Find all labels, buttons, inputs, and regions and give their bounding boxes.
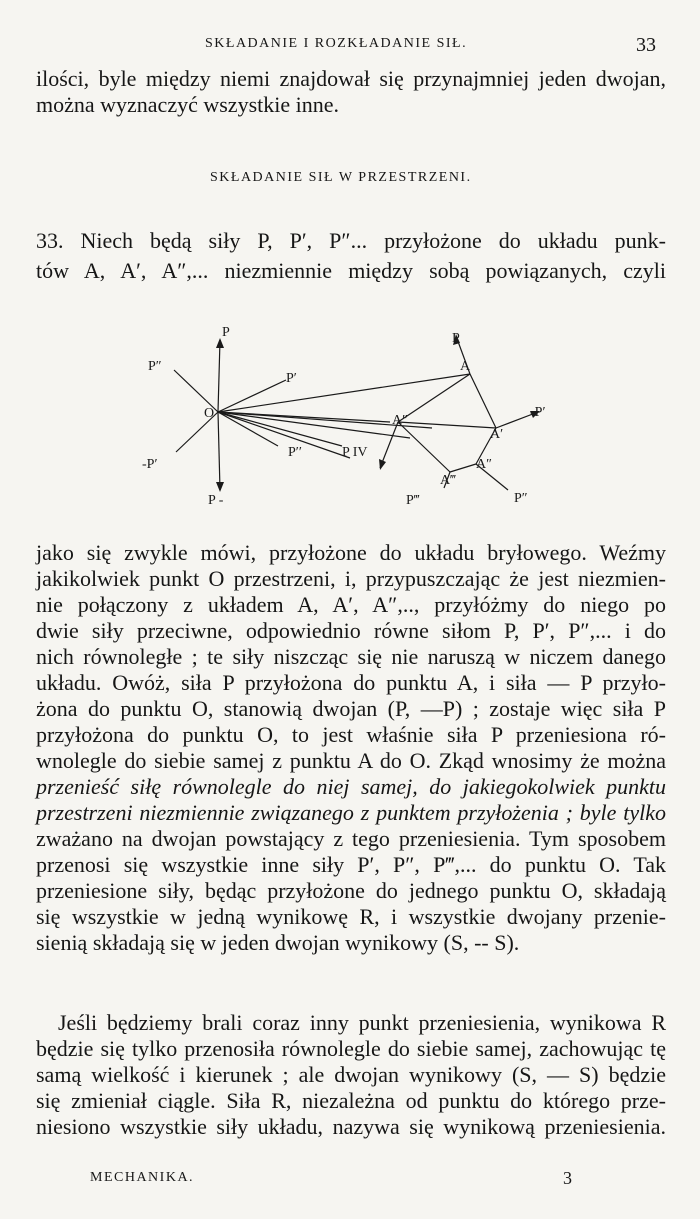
text-line: się zmieniał ciągle. Siła R, niezależna od punktu do którego prze-	[36, 1088, 666, 1113]
figure-label: P -	[208, 493, 224, 508]
page-number: 33	[636, 34, 656, 56]
footer-signature: MECHANIKA.	[90, 1170, 195, 1185]
section-heading: SKŁADANIE SIŁ W PRZESTRZENI.	[210, 170, 472, 185]
text-line: samą wielkość i kierunek ; ale dwojan wynikowy (S, — S) będzie	[36, 1062, 666, 1087]
text-line: się wszystkie w jedną wynikowę R, i wszystkie dwojany przenie-	[36, 904, 666, 929]
running-head: SKŁADANIE I ROZKŁADANIE SIŁ.	[205, 36, 468, 51]
text-line: żona do punktu O, stanowią dwojan (P, —P) ; zostaje więc siła P	[36, 696, 666, 721]
text-line: jakikolwiek punkt O przestrzeni, i, przypuszczając że jest niezmien-	[36, 566, 666, 591]
footer-sheet-number: 3	[563, 1168, 572, 1188]
figure-label: P	[452, 331, 460, 346]
figure-label: A′	[490, 427, 504, 442]
text-line: niesiono wszystkie siły układu, nazywa się wynikową przeniesienia.	[36, 1114, 666, 1139]
text-line: ilości, byle między niemi znajdował się przynajmniej jeden dwojan,	[36, 66, 666, 91]
text-line: nie połączony z układem A, A′, A″,.., przyłóżmy do niego po	[36, 592, 666, 617]
force-diagram	[110, 318, 640, 516]
figure-label: P″	[148, 359, 162, 374]
text-line: dwie siły przeciwne, odpowiednio równe siłom P, P′, P″,... i do	[36, 618, 666, 643]
paragraph-4	[36, 1010, 666, 1140]
text-line: przenieść siłę równolegle do niej samej, do jakiegokolwiek punktu	[36, 774, 666, 799]
figure-label: A″	[476, 457, 492, 472]
text-line: sienią składają się w jeden dwojan wynikowy (S, -- S).	[36, 930, 520, 955]
figure-label: P″	[514, 491, 528, 506]
figure-label: -P′	[142, 457, 158, 472]
text-line: wnolegle do siebie samej z punktu A do O. Zkąd wnosimy że można	[36, 748, 666, 773]
paragraph-1	[36, 66, 666, 118]
paragraph-2	[36, 228, 666, 284]
text-line: przestrzeni niezmiennie związanego z punktem przyłożenia ; byle tylko	[36, 800, 666, 825]
text-line: jako się zwykle mówi, przyłożone do układu bryłowego. Weźmy	[36, 540, 666, 565]
text-line: przenosi się wszystkie inne siły P′, P″, P‴,... do punktu O. Tak	[36, 852, 666, 877]
paragraph-3	[36, 540, 666, 956]
text-line: układu. Owóż, siła P przyłożona do punktu A, i siła — P przyło-	[36, 670, 666, 695]
figure-label: P	[222, 325, 230, 340]
page-header	[0, 28, 700, 58]
text-line: tów A, A′, A″,... niezmiennie między sobą powiązanych, czyli	[36, 258, 666, 283]
figure-label: P′′	[288, 445, 302, 460]
figure-label: O	[204, 406, 215, 421]
text-line: przeniesione siły, będąc przyłożone do jednego punktu O, składają	[36, 878, 666, 903]
figure-label: P IV	[342, 445, 368, 460]
text-line: 33. Niech będą siły P, P′, P″... przyłożone do układu punk-	[36, 228, 666, 253]
text-line: przyłożona do punktu O, to jest właśnie siła P przeniesiona ró-	[36, 722, 666, 747]
page-footer	[0, 1168, 700, 1192]
figure-label: P′	[286, 371, 297, 386]
text-line: zważano na dwojan powstający z tego przeniesienia. Tym sposobem	[36, 826, 666, 851]
figure-label: A‴	[440, 473, 456, 488]
text-line: nich równoległe ; te siły niszcząc się nie naruszą w niczem danego	[36, 644, 666, 669]
figure-label: A	[460, 359, 471, 374]
figure-label: -P′	[530, 405, 546, 420]
figure-label: A″	[392, 413, 408, 428]
text-line: można wyznaczyć wszystkie inne.	[36, 92, 339, 117]
text-line: Jeśli będziemy brali coraz inny punkt przeniesienia, wynikowa R	[58, 1010, 666, 1035]
text-line: będzie się tylko przenosiła równolegle do siebie samej, zachowując tę	[36, 1036, 666, 1061]
figure-label: P‴	[406, 493, 420, 508]
